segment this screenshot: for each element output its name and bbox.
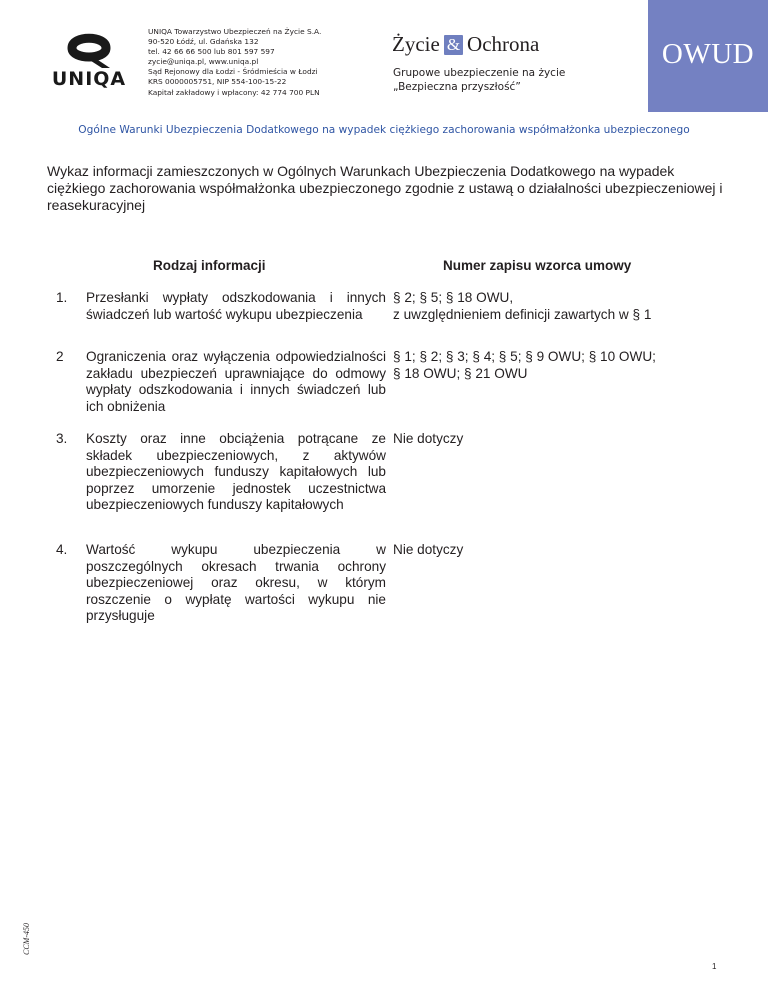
row-reference-line: § 2; § 5; § 18 OWU,: [393, 290, 514, 305]
row-reference: [393, 349, 738, 382]
row-reference-line: § 1; § 2; § 3; § 4; § 5; § 9 OWU; § 10 OWU;: [393, 349, 656, 364]
company-line: Sąd Rejonowy dla Łodzi - Śródmieścia w Łodzi: [148, 67, 318, 77]
company-line: tel. 42 66 66 500 lub 801 597 597: [148, 47, 275, 57]
row-reference-line: z uwzględnieniem definicji zawartych w § 1: [393, 306, 652, 322]
company-line: 90-520 Łódź, ul. Gdańska 132: [148, 37, 259, 47]
row-reference-line: Nie dotyczy: [393, 542, 464, 557]
row-description: Wartość wykupu ubezpieczenia w poszczególnych okresach trwania ochrony ubezpieczeniowej oraz okresu, w którym roszczenie o wypłatę wartości wykupu nie przysługuje: [86, 542, 386, 623]
logo-wordmark: UNIQA: [51, 68, 127, 90]
uniqa-logo: [44, 26, 134, 98]
product-subtitle: [393, 66, 565, 94]
owud-banner: [648, 0, 768, 112]
row-description: Koszty oraz inne obciążenia potrącane ze składek ubezpieczeniowych, z aktywów ubezpieczeniowych funduszy kapitałowych lub poprzez umorzenie jednostek uczestnictwa ubezpieczeniowych funduszy kapitałowych: [86, 431, 386, 512]
row-reference: [393, 290, 738, 323]
row-description: Przesłanki wypłaty odszkodowania i innych świadczeń lub wartość wykupu ubezpieczenia: [86, 290, 386, 322]
uniqa-q-emblem-icon: [44, 26, 134, 70]
row-description: Ograniczenia oraz wyłączenia odpowiedzialności zakładu ubezpieczeń uprawniające do odmowy wypłaty odszkodowania i innych świadczeń lub ich obniżenia: [86, 349, 386, 414]
company-line: zycie@uniqa.pl, www.uniqa.pl: [148, 57, 259, 67]
row-number: 4.: [56, 542, 68, 557]
document-title: Ogólne Warunki Ubezpieczenia Dodatkowego na wypadek ciężkiego zachorowania współmałżonka ubezpieczonego: [78, 124, 690, 136]
row-reference: [393, 542, 738, 559]
row-reference-line: Nie dotyczy: [393, 431, 464, 446]
company-line: Kapitał zakładowy i wpłacony: 42 774 700 PLN: [148, 87, 320, 97]
page-number: 1: [712, 962, 717, 971]
row-reference-line: § 18 OWU; § 21 OWU: [393, 365, 528, 381]
product-subtitle-line-2: „Bezpieczna przyszłość”: [393, 81, 521, 93]
column-heading-info-type: Rodzaj informacji: [153, 258, 266, 273]
company-info: [148, 27, 378, 98]
column-heading-reference: Numer zapisu wzorca umowy: [443, 258, 632, 273]
owud-label: OWUD: [661, 38, 755, 70]
product-subtitle-line-1: Grupowe ubezpieczenie na życie: [393, 67, 566, 79]
row-number: 2: [56, 349, 64, 364]
intro-paragraph: Wykaz informacji zamieszczonych w Ogólnych Warunkach Ubezpieczenia Dodatkowego na wypadek ciężkiego zachorowania współmałżonka ubezpieczonego zgodnie z ustawą o działalności ubezpieczeniowej i reasekuracyjnej: [47, 163, 723, 213]
company-line: KRS 0000005751, NIP 554-100-15-22: [148, 77, 287, 87]
row-reference: [393, 431, 738, 448]
product-name-ampersand: &: [444, 35, 463, 55]
product-name-right: Ochrona: [467, 32, 540, 56]
row-number: 1.: [56, 290, 68, 305]
form-code: CCM-450: [22, 923, 31, 955]
row-number: 3.: [56, 431, 68, 446]
product-name-left: Życie: [392, 32, 440, 56]
company-line: UNIQA Towarzystwo Ubezpieczeń na Życie S.A.: [148, 27, 322, 36]
product-name: [392, 32, 539, 57]
